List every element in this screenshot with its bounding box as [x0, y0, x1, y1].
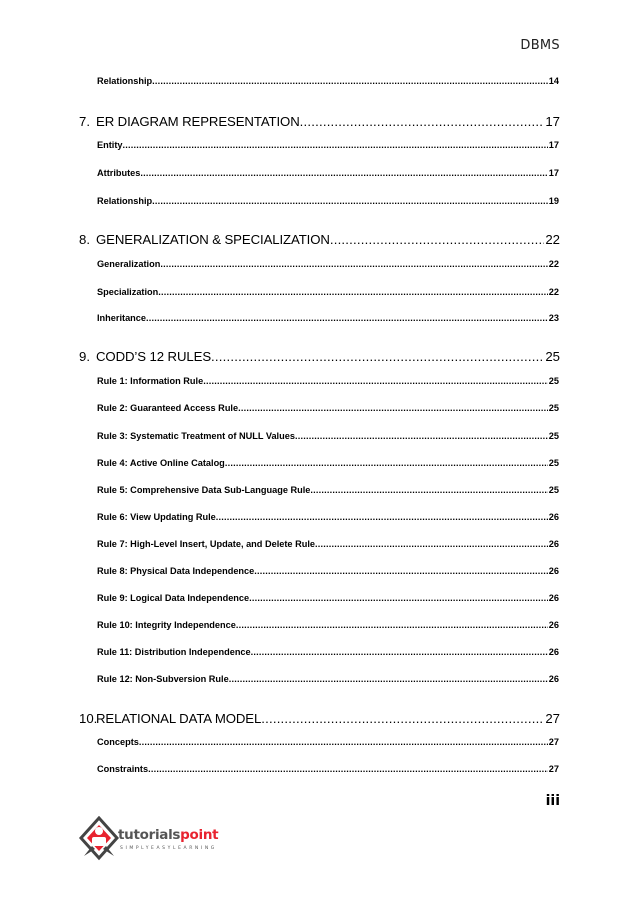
toc-entry-row[interactable]	[97, 512, 559, 522]
toc-entry-label: Rule 7: High-Level Insert, Update, and Delete Rule	[97, 539, 315, 549]
toc-page-number: 27	[545, 711, 560, 726]
toc-page-number: 26	[548, 593, 559, 603]
toc-page-number: 22	[545, 232, 560, 247]
toc-dot-leader	[158, 287, 547, 297]
toc-dot-leader	[146, 313, 548, 323]
toc-entry-row[interactable]	[97, 431, 559, 441]
toc-page-number: 25	[548, 376, 559, 386]
toc-chapter-number: 8.	[79, 232, 90, 247]
toc-page-number: 25	[548, 485, 559, 495]
toc-entry-label: Generalization	[97, 259, 161, 269]
toc-dot-leader	[140, 168, 547, 178]
toc-entry-label: CODD’S 12 RULES	[96, 349, 212, 364]
toc-page-number: 17	[548, 168, 559, 178]
toc-dot-leader	[203, 376, 548, 386]
toc-entry-row[interactable]	[97, 376, 559, 386]
toc-entry-row[interactable]	[97, 259, 559, 269]
toc-dot-leader	[216, 512, 548, 522]
toc-entry-row[interactable]	[97, 287, 559, 297]
toc-dot-leader	[211, 349, 544, 364]
toc-dot-leader	[295, 431, 548, 441]
toc-entry-row[interactable]	[97, 140, 559, 150]
toc-page-number: 26	[548, 539, 559, 549]
toc-entry-label: Rule 12: Non-Subversion Rule	[97, 674, 229, 684]
toc-entry-label: Rule 1: Information Rule	[97, 376, 204, 386]
toc-dot-leader	[139, 737, 548, 747]
toc-entry-row[interactable]	[97, 620, 559, 630]
toc-page-number: 27	[548, 764, 559, 774]
toc-dot-leader	[249, 593, 548, 603]
toc-entry-row[interactable]	[97, 313, 559, 323]
toc-entry-label: Specialization	[97, 287, 159, 297]
toc-entry-label: Relationship	[97, 76, 153, 86]
toc-entry-label: Relationship	[97, 196, 153, 206]
toc-entry-row[interactable]	[97, 566, 559, 576]
toc-entry-label: RELATIONAL DATA MODEL	[96, 711, 262, 726]
toc-entry-label: Entity	[97, 140, 123, 150]
toc-page-number: 22	[548, 287, 559, 297]
toc-page-number: 25	[548, 458, 559, 468]
toc-chapter-number: 9.	[79, 349, 90, 364]
tutorialspoint-logo-icon	[78, 816, 120, 862]
toc-dot-leader	[315, 539, 548, 549]
toc-chapter-number: 10.	[79, 711, 98, 726]
toc-page-number: 26	[548, 566, 559, 576]
toc-page-number: 22	[548, 259, 559, 269]
toc-chapter-row[interactable]	[79, 349, 560, 364]
toc-entry-label: Rule 10: Integrity Independence	[97, 620, 236, 630]
toc-entry-label: Rule 5: Comprehensive Data Sub-Language Rule	[97, 485, 311, 495]
toc-entry-label: Rule 6: View Updating Rule	[97, 512, 216, 522]
toc-entry-label: Concepts	[97, 737, 139, 747]
page-header-title: DBMS	[520, 38, 560, 53]
toc-entry-label: Rule 11: Distribution Independence	[97, 647, 251, 657]
toc-entry-label: Inheritance	[97, 313, 147, 323]
toc-entry-label: Rule 8: Physical Data Independence	[97, 566, 255, 576]
toc-dot-leader	[229, 674, 548, 684]
toc-page-number: 25	[548, 403, 559, 413]
toc-dot-leader	[123, 140, 548, 150]
tutorialspoint-logo	[78, 816, 228, 864]
toc-dot-leader	[152, 76, 548, 86]
toc-entry-label: Rule 3: Systematic Treatment of NULL Values	[97, 431, 295, 441]
toc-chapter-row[interactable]	[79, 232, 560, 247]
toc-dot-leader	[225, 458, 548, 468]
toc-dot-leader	[236, 620, 548, 630]
toc-page-number: 25	[548, 431, 559, 441]
toc-entry-row[interactable]	[97, 593, 559, 603]
toc-page-number: 19	[548, 196, 559, 206]
toc-dot-leader	[238, 403, 548, 413]
toc-dot-leader	[254, 566, 548, 576]
toc-entry-row[interactable]	[97, 196, 559, 206]
toc-entry-row[interactable]	[97, 764, 559, 774]
toc-page-number: 26	[548, 512, 559, 522]
toc-entry-label: Attributes	[97, 168, 141, 178]
logo-tagline: SIMPLYEASYLEARNING	[120, 846, 217, 851]
toc-dot-leader	[261, 711, 544, 726]
toc-entry-label: Constraints	[97, 764, 149, 774]
toc-page-number: 26	[548, 620, 559, 630]
toc-page-number: 26	[548, 647, 559, 657]
toc-entry-label: Rule 9: Logical Data Independence	[97, 593, 250, 603]
toc-dot-leader	[160, 259, 547, 269]
toc-entry-label: ER DIAGRAM REPRESENTATION	[96, 114, 300, 129]
toc-entry-row[interactable]	[97, 403, 559, 413]
toc-page-number: 17	[545, 114, 560, 129]
toc-entry-label: Rule 4: Active Online Catalog	[97, 458, 225, 468]
toc-entry-row[interactable]	[97, 168, 559, 178]
toc-dot-leader	[330, 232, 544, 247]
toc-dot-leader	[152, 196, 548, 206]
toc-entry-row[interactable]	[97, 76, 559, 86]
toc-page-number: 17	[548, 140, 559, 150]
toc-entry-label: Rule 2: Guaranteed Access Rule	[97, 403, 239, 413]
toc-page-number: 26	[548, 674, 559, 684]
toc-dot-leader	[148, 764, 548, 774]
toc-entry-row[interactable]	[97, 674, 559, 684]
toc-chapter-row[interactable]	[79, 711, 560, 726]
toc-entry-row[interactable]	[97, 737, 559, 747]
toc-page-number: 14	[548, 76, 559, 86]
toc-entry-row[interactable]	[97, 458, 559, 468]
toc-entry-row[interactable]	[97, 539, 559, 549]
logo-wordmark: tutorialspoint	[118, 827, 219, 843]
toc-entry-row[interactable]	[97, 647, 559, 657]
toc-page-number: 25	[545, 349, 560, 364]
toc-dot-leader	[251, 647, 548, 657]
toc-page-number: 27	[548, 737, 559, 747]
toc-chapter-number: 7.	[79, 114, 90, 129]
toc-entry-row[interactable]	[97, 485, 559, 495]
toc-page-number: 23	[548, 313, 559, 323]
toc-dot-leader	[300, 114, 545, 129]
toc-entry-label: GENERALIZATION & SPECIALIZATION	[96, 232, 330, 247]
toc-chapter-row[interactable]	[79, 114, 560, 129]
page-number: iii	[545, 793, 560, 809]
toc-dot-leader	[310, 485, 547, 495]
